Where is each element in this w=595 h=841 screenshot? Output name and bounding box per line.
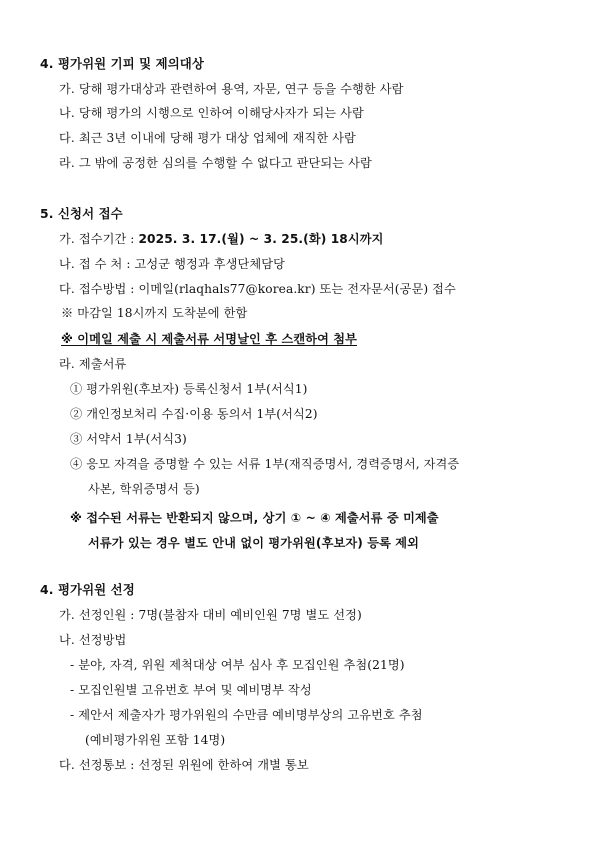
document-item: ① 평가위원(후보자) 등록신청서 1부(서식1): [70, 382, 308, 396]
section-heading-recusal: 4. 평가위원 기피 및 제의대상: [40, 56, 204, 71]
selection-method-item: - 제안서 제출자가 평가위원의 수만큼 예비명부상의 고유번호 추첨: [70, 708, 423, 722]
selection-method-item-continued: (예비평가위원 포함 14명): [85, 733, 226, 747]
application-period-label: 가. 접수기간 :: [59, 232, 139, 246]
email-signature-note: ※ 이메일 제출 시 제출서류 서명날인 후 스캔하여 첨부: [61, 332, 358, 346]
application-place: 나. 접 수 처 : 고성군 행정과 후생단체담당: [59, 257, 285, 271]
recusal-item: 가. 당해 평가대상과 관련하여 용역, 자문, 연구 등을 수행한 사람: [59, 82, 404, 96]
recusal-item: 나. 당해 평가의 시행으로 인하여 이해당사자가 되는 사람: [59, 106, 364, 120]
section-heading-application: 5. 신청서 접수: [40, 206, 123, 221]
application-period-value: 2025. 3. 17.(월) ~ 3. 25.(화) 18시까지: [138, 232, 384, 246]
document-item: ② 개인정보처리 수집·이용 동의서 1부(서식2): [70, 407, 318, 421]
deadline-note: ※ 마감일 18시까지 도착분에 한함: [61, 306, 248, 320]
document-item-continued: 사본, 학위증명서 등): [88, 482, 200, 496]
selection-method-item: - 분야, 자격, 위원 제척대상 여부 심사 후 모집인원 추첨(21명): [70, 658, 405, 672]
document-item: ③ 서약서 1부(서식3): [70, 432, 187, 446]
application-method: 다. 접수방법 : 이메일(rlaqhals77@korea.kr) 또는 전자문서(공문) 접수: [59, 282, 456, 296]
selection-method-item: - 모집인원별 고유번호 부여 및 예비명부 작성: [70, 683, 312, 697]
section-heading-selection: 4. 평가위원 선정: [40, 582, 135, 597]
document-item: ④ 응모 자격을 증명할 수 있는 서류 1부(재직증명서, 경력증명서, 자격증: [70, 457, 460, 471]
selection-count: 가. 선정인원 : 7명(불참자 대비 예비인원 7명 별도 선정): [59, 608, 362, 622]
application-period: [59, 231, 384, 247]
selection-method-heading: 나. 선정방법: [59, 633, 127, 647]
selection-notice: 다. 선정통보 : 선정된 위원에 한하여 개별 통보: [59, 758, 309, 772]
return-warning-line1: ※ 접수된 서류는 반환되지 않으며, 상기 ① ~ ④ 제출서류 중 미제출: [70, 511, 439, 525]
recusal-item: 라. 그 밖에 공정한 심의를 수행할 수 없다고 판단되는 사람: [59, 156, 372, 170]
return-warning-line2: 서류가 있는 경우 별도 안내 없이 평가위원(후보자) 등록 제외: [88, 536, 420, 550]
recusal-item: 다. 최근 3년 이내에 당해 평가 대상 업체에 재직한 사람: [59, 131, 356, 145]
documents-heading: 라. 제출서류: [59, 357, 127, 371]
